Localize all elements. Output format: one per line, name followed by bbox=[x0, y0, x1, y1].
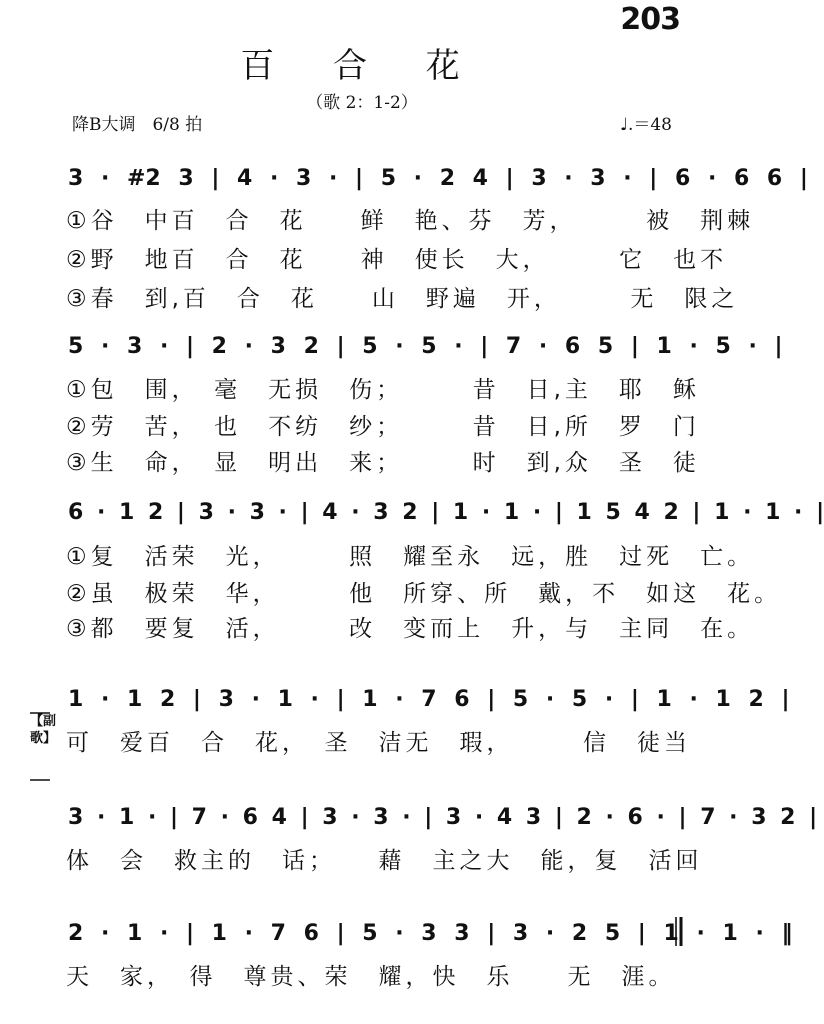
lyric-line-3-1: ①复 活荣 光， 照 耀至永 远，胜 过死 亡。 bbox=[66, 544, 755, 570]
song-title: 百 合 花 bbox=[240, 46, 484, 86]
notation-line-2: 5 · 3 · | 2 · 3 2 | 5 · 5 · | 7 · 6 5 | 1 · 5 · | bbox=[68, 334, 783, 359]
lyric-line-2-1: ①包 围， 毫 无损 伤； 昔 日,主 耶 稣 bbox=[66, 377, 700, 403]
chorus-label: 【副歌】 bbox=[30, 714, 57, 746]
scripture-reference: （歌 2：1-2） bbox=[306, 93, 418, 113]
notation-line-5: 3 · 1 · | 7 · 6 4 | 3 · 3 · | 3 · 4 3 | 2 · 6 · | 7 · 3 2 | bbox=[68, 805, 818, 830]
key-signature: 降B大调 6/8 拍 bbox=[72, 115, 203, 135]
lyric-line-1-3: ③春 到,百 合 花 山 野遍 开， 无 限之 bbox=[66, 286, 739, 312]
lyric-line-2-3: ③生 命， 显 明出 来； 时 到,众 圣 徒 bbox=[66, 450, 700, 476]
notation-line-1: 3 · #2 3 | 4 · 3 · | 5 · 2 4 | 3 · 3 · | 6 · 6 6 | bbox=[68, 166, 808, 191]
lyric-line-1-2: ②野 地百 合 花 神 使长 大， 它 也不 bbox=[66, 247, 728, 273]
lyric-line-3-3: ③都 要复 活， 改 变而上 升，与 主同 在。 bbox=[66, 616, 755, 642]
lyric-line-6-1: 天 家， 得 尊贵、荣 耀，快 乐 无 涯。 bbox=[66, 964, 676, 990]
lyric-line-1-1: ①谷 中百 合 花 鲜 艳、芬 芳， 被 荆棘 bbox=[66, 208, 755, 234]
lyric-line-2-2: ②劳 苦， 也 不纺 纱； 昔 日,所 罗 门 bbox=[66, 414, 700, 440]
lyric-line-4-1: 可 爱百 合 花， 圣 洁无 瑕， 信 徒当 bbox=[66, 730, 691, 756]
page-number: 203 bbox=[620, 2, 680, 37]
tempo-marking: ♩.＝48 bbox=[619, 115, 672, 135]
notation-line-3: 6 · 1 2 | 3 · 3 · | 4 · 3 2 | 1 · 1 · | 1 5 4 2 | 1 · 1 · | bbox=[68, 500, 824, 525]
lyric-line-5-1: 体 会 救主的 话； 藉 主之大 能，复 活回 bbox=[66, 848, 703, 874]
notation-line-4: 1 · 1 2 | 3 · 1 · | 1 · 7 6 | 5 · 5 · | 1 · 1 2 | bbox=[68, 687, 790, 712]
notation-line-6: 2 · 1 · | 1 · 7 6 | 5 · 3 3 | 3 · 2 5 | 1 · 1 · ‖ bbox=[68, 921, 793, 946]
lyric-line-3-2: ②虽 极荣 华， 他 所穿、所 戴，不 如这 花。 bbox=[66, 581, 782, 607]
